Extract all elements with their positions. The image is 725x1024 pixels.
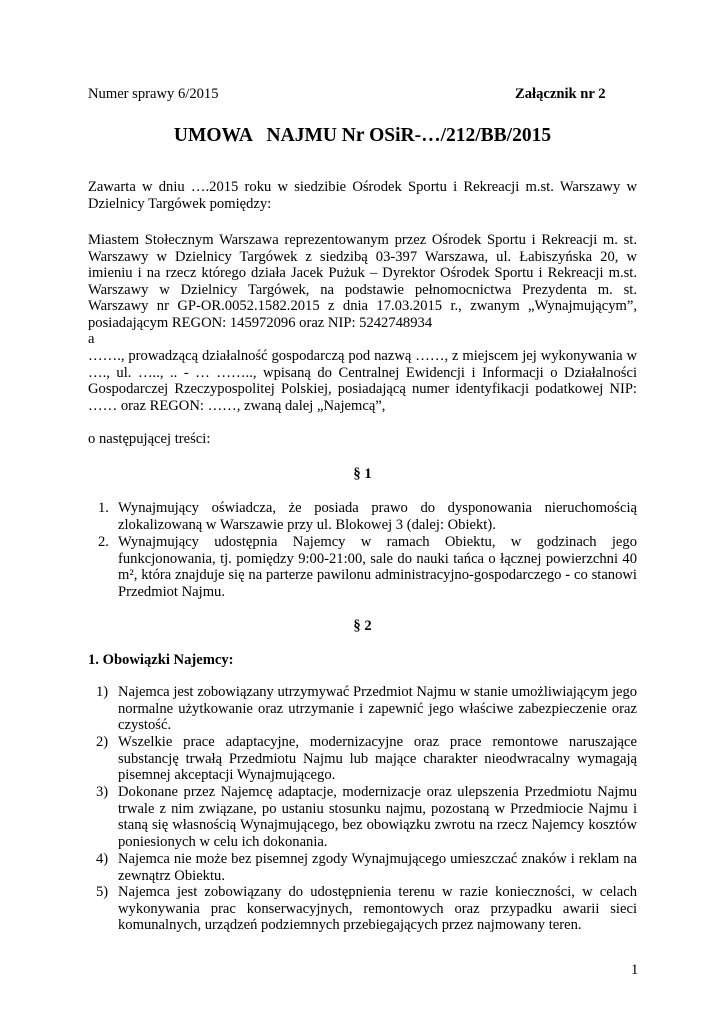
list-item-text bbox=[118, 784, 637, 850]
text-line: Najemca jest zobowiązany do udostępnienia terenu w razie konieczności, w celach bbox=[118, 884, 637, 900]
list-item-text bbox=[118, 734, 637, 784]
lessee-paragraph bbox=[88, 348, 637, 414]
text-line: Wynajmujący udostępnia Najemcy w ramach Obiektu, w godzinach jego bbox=[118, 534, 637, 550]
text-line: staną się własnością Wynajmującego, bez obowiązku zwrotu na rzecz Najemcy kosztów bbox=[118, 817, 637, 834]
text-line: Przedmiot Najmu. bbox=[118, 583, 226, 600]
text-line: pisemnej akceptacji Wynajmującego. bbox=[118, 767, 336, 784]
text-line: Warszawy w Dzielnicy Targówek z siedzibą 03-397 Warszawa, ul. Łabiszyńska 20, w bbox=[88, 248, 637, 265]
text-line: wykonywania prac konserwacyjnych, remontowych oraz przypadku awarii sieci bbox=[118, 900, 637, 917]
text-line: normalne użytkowanie oraz utrzymanie i zapewnić jego właściwe zabezpieczenie oraz bbox=[118, 700, 637, 717]
section-2-subheading: 1. Obowiązki Najemcy: bbox=[88, 652, 234, 668]
text-line: Miastem Stołecznym Warszawa reprezentowanym przez Ośrodek Sportu i Rekreacji m. st. bbox=[88, 232, 637, 248]
text-line: Najemca nie może bez pisemnej zgody Wynajmującego umieszczać znaków i reklam na bbox=[118, 851, 637, 867]
text-line: Gospodarczej Rzeczypospolitej Polskiej, posiadającą numer identyfikacji podatkowej NIP: bbox=[88, 381, 637, 398]
text-line: Zawarta w dniu ….2015 roku w siedzibie Ośrodek Sportu i Rekreacji m.st. Warszawy w bbox=[88, 179, 637, 195]
section-1-heading: § 1 bbox=[353, 466, 372, 482]
list-item-text bbox=[118, 500, 637, 533]
list-item-text bbox=[118, 884, 637, 934]
text-line: trwale z nim związane, po ustaniu stosunku najmu, pozostaną w Przedmiocie Najmu i bbox=[118, 800, 637, 817]
list-item-text bbox=[118, 534, 637, 600]
text-line: Warszawy nr GP-OR.0052.1582.2015 z dnia 17.03.2015 r., zwanym „Wynajmującym”, bbox=[88, 298, 637, 315]
text-line: m², która znajduje się na parterze pawilonu administracyjno-gospodarczego - co stanowi bbox=[118, 567, 637, 584]
list-item-text bbox=[118, 684, 637, 734]
text-line: substancję trwałą Przedmiotu Najmu lub mające charakter nieodwracalny wymagają bbox=[118, 750, 637, 767]
text-line: imieniu i na rzecz którego działa Jacek Pużuk – Dyrektor Ośrodek Sportu i Rekreacji m.st. bbox=[88, 265, 637, 282]
text-line: Dokonane przez Najemcę adaptacje, modernizacje oraz ulepszenia Przedmiotu Najmu bbox=[118, 784, 637, 800]
text-line: funkcjonowania, tj. pomiędzy 9:00-21:00, sale do nauki tańca o łącznej powierzchni 40 bbox=[118, 550, 637, 567]
text-line: Wynajmujący oświadcza, że posiada prawo do dysponowania nieruchomością bbox=[118, 500, 637, 516]
conjunction: a bbox=[88, 331, 95, 347]
text-line: …., ul. ….., .. - … …….., wpisaną do Centralnej Ewidencji i Informacji o Działalności bbox=[88, 364, 637, 381]
text-line: zlokalizowaną w Warszawie przy ul. Blokowej 3 (dalej: Obiekt). bbox=[118, 516, 496, 533]
text-line: czystość. bbox=[118, 717, 172, 734]
list-item-number: 2) bbox=[96, 734, 109, 750]
list-item-text bbox=[118, 851, 637, 884]
contract-title: UMOWA NAJMU Nr OSiR-…/212/BB/2015 bbox=[173, 125, 552, 146]
list-item-number: 1) bbox=[96, 684, 109, 700]
text-line: posiadającym REGON: 145972096 oraz NIP: 5242748934 bbox=[88, 314, 433, 331]
text-line: komunalnych, urządzeń podziemnych przebiegających przez najmowany teren. bbox=[118, 917, 582, 934]
list-item-number: 3) bbox=[96, 784, 109, 800]
list-item-number: 4) bbox=[96, 851, 109, 867]
text-line: Warszawy w Dzielnicy Targówek, na podstawie pełnomocnictwa Prezydenta m. st. bbox=[88, 281, 637, 298]
attachment-label: Załącznik nr 2 bbox=[515, 86, 606, 102]
text-line: Wszelkie prace adaptacyjne, modernizacyjne oraz prace remontowe naruszające bbox=[118, 734, 637, 750]
following-text: o następującej treści: bbox=[88, 431, 211, 447]
list-item-number: 5) bbox=[96, 884, 109, 900]
list-item-number: 1. bbox=[98, 500, 109, 516]
text-line: Najemca jest zobowiązany utrzymywać Przedmiot Najmu w stanie umożliwiającym jego bbox=[118, 684, 637, 700]
text-line: zewnątrz Obiektu. bbox=[118, 867, 225, 884]
text-line: poniesionych w celu ich dokonania. bbox=[118, 833, 328, 850]
list-item-number: 2. bbox=[98, 534, 109, 550]
text-line: …… oraz REGON: ……, zwaną dalej „Najemcą”, bbox=[88, 397, 386, 414]
intro-paragraph bbox=[88, 179, 637, 212]
text-line: Dzielnicy Targówek pomiędzy: bbox=[88, 195, 272, 212]
page-number: 1 bbox=[631, 962, 639, 978]
section-2-heading: § 2 bbox=[353, 618, 372, 634]
text-line: ……., prowadzącą działalność gospodarczą pod nazwą ……, z miejscem jej wykonywania w bbox=[88, 348, 637, 364]
case-number: Numer sprawy 6/2015 bbox=[88, 86, 219, 102]
lessor-paragraph bbox=[88, 232, 637, 332]
